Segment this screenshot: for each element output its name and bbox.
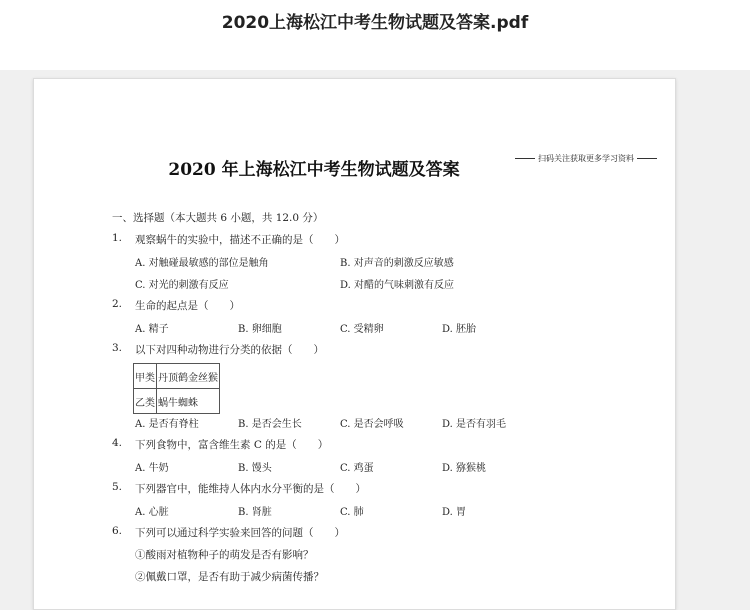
option-d: D. 胃 — [442, 507, 467, 518]
option-b: B. 卵细胞 — [238, 324, 282, 335]
option-d: D. 是否有羽毛 — [442, 419, 507, 430]
question-number: 1. — [112, 232, 123, 244]
file-title: 2020上海松江中考生物试题及答案.pdf — [221, 13, 529, 33]
pdf-page — [33, 78, 676, 610]
option-a: A. 心脏 — [135, 507, 169, 518]
option-a: A. 牛奶 — [135, 463, 169, 474]
table-cell: 甲类 — [134, 364, 157, 389]
option-a: A. 是否有脊柱 — [135, 419, 199, 430]
option-a: A. 精子 — [135, 324, 169, 335]
question-text: 下列可以通过科学实验来回答的问题（ ） — [135, 527, 345, 539]
option-b: B. 是否会生长 — [238, 419, 302, 430]
section-heading: 一、选择题（本大题共 6 小题，共 12.0 分） — [112, 212, 324, 224]
sub-item: ①酸雨对植物种子的萌发是否有影响？ — [135, 549, 314, 561]
question-text: 下列食物中，富含维生素 C 的是（ ） — [135, 439, 329, 451]
sub-item: ②佩戴口罩，是否有助于减少病菌传播？ — [135, 571, 324, 583]
question-number: 4. — [112, 437, 123, 449]
question-text: 下列器官中，能维持人体内水分平衡的是（ ） — [135, 483, 366, 495]
table-cell: 乙类 — [134, 389, 157, 414]
option-c: C. 肺 — [340, 507, 364, 518]
option-d: D. 猕猴桃 — [442, 463, 487, 474]
option-b: B. 馒头 — [238, 463, 272, 474]
table-cell: 丹顶鹤金丝猴 — [157, 364, 220, 389]
option-c: C. 鸡蛋 — [340, 463, 374, 474]
table-cell: 蜗牛蜘蛛 — [157, 389, 220, 414]
side-note — [512, 153, 660, 164]
option-c: C. 对光的刺激有反应 — [135, 280, 229, 291]
question-text: 观察蜗牛的实验中，描述不正确的是（ ） — [135, 234, 345, 246]
divider — [515, 158, 535, 159]
question-number: 5. — [112, 481, 123, 493]
table-row — [134, 389, 220, 414]
question-number: 3. — [112, 342, 123, 354]
option-d: D. 胚胎 — [442, 324, 477, 335]
option-c: C. 受精卵 — [340, 324, 384, 335]
option-c: C. 是否会呼吸 — [340, 419, 404, 430]
table-row — [134, 364, 220, 389]
side-note-text: 扫码关注获取更多学习资料 — [538, 154, 634, 163]
option-a: A. 对触碰最敏感的部位是触角 — [135, 258, 269, 269]
document-title: 2020 年上海松江中考生物试题及答案 — [168, 160, 460, 180]
question-number: 2. — [112, 298, 123, 310]
option-b: B. 对声音的刺激反应敏感 — [340, 258, 454, 269]
option-d: D. 对醋的气味刺激有反应 — [340, 280, 455, 291]
divider — [637, 158, 657, 159]
question-text: 生命的起点是（ ） — [135, 300, 240, 312]
question-text: 以下对四种动物进行分类的依据（ ） — [135, 344, 324, 356]
option-b: B. 肾脏 — [238, 507, 272, 518]
question-number: 6. — [112, 525, 123, 537]
viewer-header — [0, 0, 750, 70]
classification-table — [133, 363, 220, 414]
